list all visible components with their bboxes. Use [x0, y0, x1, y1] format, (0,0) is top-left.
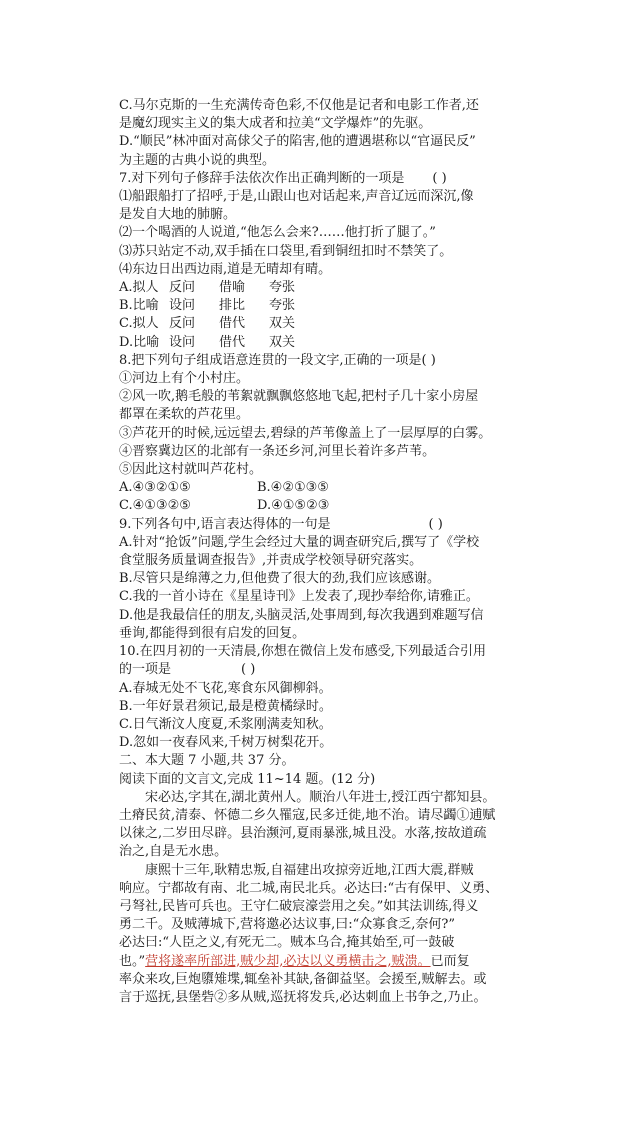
option-c-line-2: 是魔幻现实主义的集大成者和拉美“文学爆炸”的先驱。 — [119, 116, 432, 132]
q7-sentence-2: ⑵一个喝酒的人说道,“他怎么会来?……他打折了腿了。” — [119, 225, 436, 241]
q7-sentence-4: ⑷东边日出西边雨,道是无晴却有晴。 — [119, 261, 332, 277]
q10-answer-paren: ( ) — [241, 662, 256, 678]
q8-sentence-2a: ②风一吹,鹅毛般的苇絮就飘飘悠悠地飞起,把村子几十家小房屋 — [119, 389, 479, 405]
q9-option-d-1: D.他是我最信任的朋友,头脑灵活,处事周到,每次我遇到难题写信 — [119, 607, 484, 623]
passage-p2-line-8: 言于巡抚,县堡砦②多从贼,巡抚将发兵,必达刺血上书争之,乃止。 — [119, 989, 487, 1005]
q8-sentence-2b: 都罩在柔软的芦花里。 — [119, 407, 250, 423]
passage-p2-line-6-tail: 已而复 — [430, 953, 470, 969]
section-2-intro: 阅读下面的文言文,完成 11~14 题。(12 分) — [119, 771, 376, 787]
q9-answer-paren: ( ) — [428, 516, 443, 532]
q7-option-a-3: 借喻 — [219, 280, 246, 296]
q7-option-a-4: 夸张 — [269, 280, 296, 296]
option-c-line-1: C.马尔克斯的一生充满传奇色彩,不仅他是记者和电影工作者,还 — [119, 98, 479, 113]
q10-stem-1: 10.在四月初的一天清晨,你想在微信上发布感受,下列最适合引用 — [119, 644, 486, 660]
q7-option-b-2: 设问 — [169, 298, 196, 314]
q7-option-d-4: 双关 — [269, 334, 296, 350]
q8-options-row-1 — [119, 479, 522, 497]
q8-sentence-4: ④晋察冀边区的北部有一条还乡河,河里长着许多芦苇。 — [119, 443, 436, 459]
q7-option-b — [119, 297, 522, 315]
q8-sentence-3: ③芦花开的时候,远远望去,碧绿的芦苇像盖上了一层厚厚的白雾。 — [119, 425, 492, 441]
q9-option-d-2: 垂询,都能得到很有启发的回复。 — [119, 625, 306, 641]
q7-option-a — [119, 279, 522, 297]
q7-option-a-2: 反问 — [169, 280, 196, 296]
q10-option-d: D.忽如一夜春风来,千树万树梨花开。 — [119, 735, 333, 751]
q7-option-c-1: C.拟人 — [119, 316, 159, 332]
passage-p2-line-5: 必达曰:“人臣之义,有死无二。贼本乌合,掩其始至,可一鼓破 — [119, 935, 455, 951]
q8-sentence-5: ⑤因此这村就叫芦花村。 — [119, 462, 263, 478]
q7-option-c — [119, 315, 522, 333]
q9-stem — [119, 516, 522, 534]
passage-p1-line-1: 宋必达,字其在,湖北黄州人。顺治八年进士,授江西宁都知县。 — [145, 789, 496, 805]
passage-p2-line-6 — [119, 953, 522, 971]
q9-stem-text: 9.下列各句中,语言表达得体的一句是 — [119, 516, 331, 532]
passage-p1-line-2: 土瘠民贫,清泰、怀德二乡久罹寇,民多迁徙,地不治。请尽蠲①逋赋 — [119, 807, 496, 823]
q7-sentence-1b: 是发自大地的肺腑。 — [119, 207, 237, 223]
q7-option-c-4: 双关 — [269, 316, 296, 332]
section-2-title: 二、本大题 7 小题,共 37 分。 — [119, 753, 295, 769]
q7-option-b-3: 排比 — [219, 298, 246, 314]
passage-p2-line-2: 响应。宁都故有南、北二城,南民北兵。必达曰:“古有保甲、义勇、 — [119, 880, 499, 896]
q8-option-d: D.④①⑤②③ — [257, 498, 330, 514]
q7-option-c-2: 反问 — [169, 316, 196, 332]
q7-option-a-1: A.拟人 — [119, 280, 159, 296]
q10-option-a: A.春城无处不飞花,寒食东风御柳斜。 — [119, 680, 332, 696]
passage-p1-line-4: 治之,自是无水患。 — [119, 844, 228, 860]
underlined-translation-sentence: 营将遂率所部进,贼少却,必达以义勇横击之,贼溃。 — [145, 953, 431, 969]
q7-option-b-4: 夸张 — [269, 298, 296, 314]
q7-option-d-3: 借代 — [219, 334, 246, 350]
q7-option-c-3: 借代 — [219, 316, 246, 332]
q10-option-c: C.日气渐汶人度夏,禾浆刚满麦知秋。 — [119, 716, 332, 732]
passage-p2-line-3: 弓弩社,民皆可兵也。王守仁破宸濠尝用之矣。”如其法训练,得义 — [119, 898, 479, 914]
q8-stem: 8.把下列句子组成语意连贯的一段文字,正确的一项是( ) — [119, 352, 436, 368]
q7-option-d — [119, 334, 522, 352]
q8-sentence-1: ①河边上有个小村庄。 — [119, 371, 250, 387]
passage-p2-line-6-lead: 也。” — [119, 953, 146, 969]
q8-options-row-2 — [119, 497, 522, 515]
q10-stem-2-text: 的一项是 — [119, 662, 172, 678]
q7-stem — [119, 170, 522, 188]
exam-content — [119, 97, 522, 1007]
q9-option-b: B.尽管只是绵薄之力,但他费了很大的劲,我们应该感谢。 — [119, 571, 440, 587]
q7-option-b-1: B.比喻 — [119, 298, 159, 314]
q8-option-c: C.④①③②⑤ — [119, 498, 191, 514]
option-d-line-2: 为主题的古典小说的典型。 — [119, 152, 276, 168]
passage-p2-line-1: 康熙十三年,耿精忠叛,自福建出攻掠旁近地,江西大震,群贼 — [145, 862, 474, 878]
passage-p2-line-4: 勇二千。及贼薄城下,营将邀必达议事,曰:“众寡食乏,奈何?” — [119, 917, 456, 933]
q7-option-d-1: D.比喻 — [119, 334, 160, 350]
q7-sentence-3: ⑶苏只站定不动,双手插在口袋里,看到铜纽扣时不禁笑了。 — [119, 243, 453, 259]
q7-stem-text: 7.对下列句子修辞手法依次作出正确判断的一项是 — [119, 170, 405, 186]
q7-answer-paren: ( ) — [432, 170, 447, 186]
passage-p1-line-3: 以徕之,二岁田尽辟。县治濒河,夏雨暴涨,城且没。水落,按故道疏 — [119, 826, 487, 842]
q7-sentence-1a: ⑴船跟船打了招呼,于是,山跟山也对话起来,声音辽远而深沉,像 — [119, 189, 474, 205]
q10-stem-2 — [119, 661, 522, 679]
q7-option-d-2: 设问 — [169, 334, 196, 350]
q10-option-b: B.一年好景君须记,最是橙黄橘绿时。 — [119, 698, 332, 714]
q9-option-a-2: 食堂服务质量调查报告》,并责成学校领导研究落实。 — [119, 553, 423, 569]
q9-option-a-1: A.针对“抢饭”问题,学生会经过大量的调查研究后,撰写了《学校 — [119, 534, 480, 550]
q9-option-c: C.我的一首小诗在《星星诗刊》上发表了,现抄奉给你,请雅正。 — [119, 589, 479, 605]
passage-p2-line-7: 率众来攻,巨炮隳雉堞,辄垒补其缺,备御益坚。会援至,贼解去。或 — [119, 971, 487, 987]
option-d-line-1: D.“顺民”林冲面对高俅父子的陷害,他的遭遇堪称以“官逼民反” — [119, 134, 476, 150]
q8-option-b: B.④②①③⑤ — [257, 480, 329, 496]
q8-option-a: A.④③②①⑤ — [119, 480, 191, 496]
